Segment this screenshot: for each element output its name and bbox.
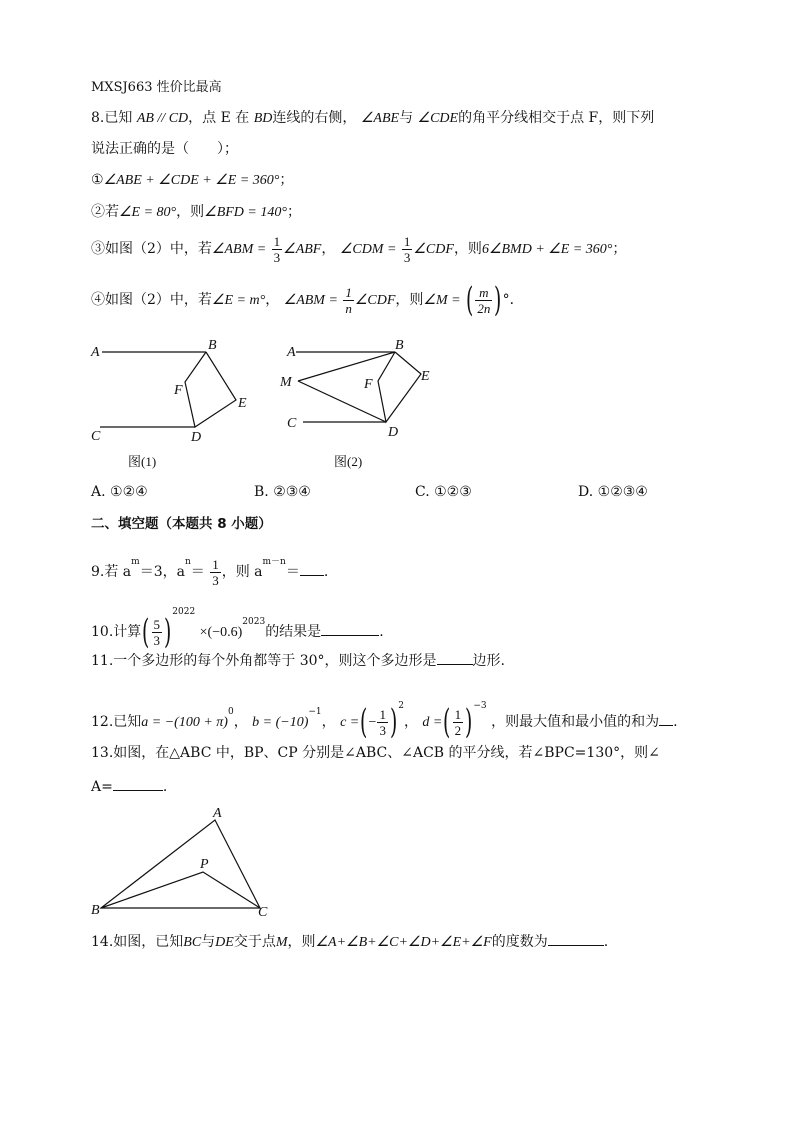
label-E: E [421, 369, 430, 384]
label-D: D [191, 430, 202, 445]
fraction: $\frac{1}{n}$ [345, 284, 352, 316]
figure-2-caption: 图(2) [334, 454, 363, 469]
q13-line1: 13.如图，在△ABC 中，BP、CP 分别是∠ABC、∠ACB 的平分线，若∠BPC=130°，则∠ [91, 745, 660, 761]
q12: 12.已知$a = -(100 + \pi)^0$， $b = (-10)^{-1}$， c =(− $\frac{1}{3}$ )$^2$， d =( $\frac{1}{2}$ )$^{-3}$ ，则最大值和最小值的和为 . [91, 701, 678, 742]
q10: 10.计算( $\frac{5}{3}$ )$^{2022} \times(-0.6)^{2023}$的结果是 . [91, 607, 384, 652]
q13-line2: A= . [91, 776, 167, 797]
section-heading: 二、填空题（本题共 8 小题） [91, 516, 272, 532]
q11: 11.一个多边形的每个外角都等于 30°，则这个多边形是 边形. [91, 650, 505, 671]
q8-statement-3: ③如图（2）中，若∠ABM = $\frac{1}{3}$ ∠ABF， ∠CDM = $\frac{1}{3}$ ∠CDF，则6∠BMD + ∠E = 360°； [91, 233, 627, 265]
option-c[interactable]: C. ①②③ [415, 484, 472, 500]
label-A: A [91, 345, 100, 360]
fraction: $\frac{1}{3}$ [403, 233, 411, 265]
label-C: C [258, 905, 268, 920]
label-D: D [388, 425, 399, 440]
q8-figure-2 [282, 336, 452, 471]
q14: 14.如图，已知BC与DE交于点M，则∠A+∠B+∠C+∠D+∠E+∠F的度数为 . [91, 931, 608, 953]
q8-line2: 说法正确的是（ ）； [91, 141, 238, 157]
option-d[interactable]: D. ①②③④ [578, 484, 648, 500]
label-C: C [287, 416, 297, 431]
label-E: E [238, 396, 247, 411]
label-P: P [200, 857, 209, 872]
label-B: B [395, 338, 404, 353]
label-B: B [91, 903, 100, 918]
fraction: $\frac{1}{3}$ [379, 706, 386, 738]
label-F: F [364, 377, 373, 392]
fraction: $\frac{5}{3}$ [153, 616, 161, 648]
label-B: B [208, 338, 217, 353]
q13-figure [88, 806, 278, 921]
fraction: $\frac{m}{2n}$ [477, 284, 491, 316]
answer-blank[interactable] [300, 561, 324, 576]
q8-line1: 8.已知 AB // CD，点 E 在 BD连线的右侧， ∠ABE与 ∠CDE的角平分线相交于点 F，则下列 [91, 110, 655, 126]
label-F: F [174, 383, 183, 398]
answer-blank[interactable] [437, 650, 473, 665]
answer-blank[interactable] [659, 711, 673, 726]
label-C: C [91, 429, 101, 444]
q9: 9.若 $a^m=3$，$a^n=$ $\frac{1}{3}$ ，则 $a^{m-n}=$ . [91, 556, 329, 588]
option-b[interactable]: B. ②③④ [254, 484, 311, 500]
option-a[interactable]: A. ①②④ [91, 484, 148, 500]
label-M: M [280, 375, 292, 390]
label-A: A [287, 345, 296, 360]
q8-statement-1: ①∠ABE + ∠CDE + ∠E = 360°； [91, 172, 294, 188]
page-header: MXSJ663 性价比最高 [91, 80, 222, 95]
q8-statement-2: ②若∠E = 80°，则∠BFD = 140°； [91, 204, 301, 220]
fraction: $\frac{1}{2}$ [454, 706, 462, 738]
fraction: $\frac{1}{3}$ [273, 233, 281, 265]
fraction: $\frac{1}{3}$ [212, 556, 219, 588]
answer-blank[interactable] [548, 931, 604, 946]
answer-blank[interactable] [113, 776, 163, 791]
answer-blank[interactable] [321, 621, 379, 636]
q8-figure-1 [88, 336, 258, 471]
label-A: A [213, 806, 222, 821]
q8-statement-4: ④如图（2）中，若∠E = m°， ∠ABM = $\frac{1}{n}$ ∠CDF，则∠M = ( $\frac{m}{2n}$ )°． [91, 280, 524, 320]
figure-1-caption: 图(1) [128, 454, 157, 469]
